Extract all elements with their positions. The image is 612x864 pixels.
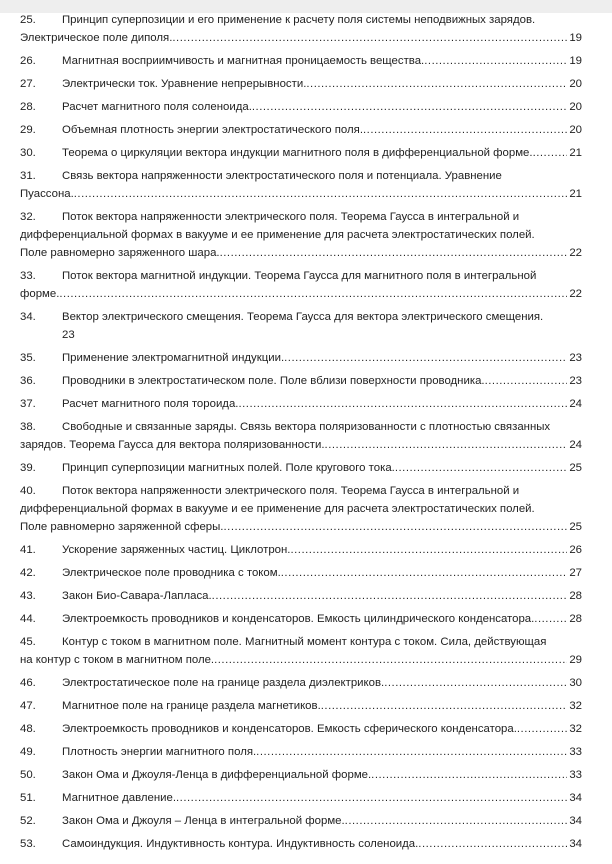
toc-entry-line [20, 308, 582, 326]
toc-entry-page[interactable]: 22 [569, 288, 582, 300]
toc-entry-title: Магнитная восприимчивость и магнитная проницаемость вещества. [62, 55, 425, 67]
toc-entry-line [20, 395, 582, 413]
toc-entry[interactable] [20, 308, 582, 344]
toc-entry-title: Поток вектора магнитной индукции. Теорема Гаусса для магнитного поля в интегральной [62, 270, 537, 282]
toc-entry-number: 26. [20, 55, 36, 67]
toc-entry[interactable] [20, 766, 582, 784]
dot-leader [281, 564, 568, 582]
toc-entry-title: Связь вектора напряженности электростатического поля и потенциала. Уравнение [62, 170, 502, 182]
toc-entry-title: Свободные и связанные заряды. Связь вектора поляризованности с плотностью связанных [62, 421, 551, 433]
toc-entry-page[interactable]: 21 [569, 147, 582, 159]
toc-entry-line [20, 500, 582, 518]
toc-entry-title: Электроемкость проводников и конденсаторов. Емкость цилиндрического конденсатора. [62, 613, 535, 625]
toc-entry-number: 51. [20, 792, 36, 804]
toc-entry-title: Проводники в электростатическом поле. Поле вблизи поверхности проводника. [62, 375, 485, 387]
toc-entry[interactable] [20, 267, 582, 303]
dot-leader [345, 812, 568, 830]
toc-entry[interactable] [20, 743, 582, 761]
toc-entry-line [20, 789, 582, 807]
toc-entry-line [20, 167, 582, 185]
dot-leader [371, 766, 567, 784]
toc-entry-page[interactable]: 25 [569, 521, 582, 533]
toc-entry-number: 47. [20, 700, 36, 712]
toc-entry-line [20, 418, 582, 436]
toc-entry-title: Плотность энергии магнитного поля. [62, 746, 257, 758]
toc-entry[interactable] [20, 121, 582, 139]
toc-entry[interactable] [20, 75, 582, 93]
toc-entry-title: Контур с током в магнитном поле. Магнитный момент контура с током. Сила, действующая [62, 636, 547, 648]
toc-entry-line [20, 208, 582, 226]
toc-entry[interactable] [20, 587, 582, 605]
toc-entry-line [20, 349, 582, 367]
dot-leader [223, 518, 567, 536]
toc-entry-number: 50. [20, 769, 36, 781]
toc-entry-title: Теорема о циркуляции вектора индукции магнитного поля в дифференциальной форме. [62, 147, 533, 159]
toc-entry-title: дифференциальной формах в вакууме и ее применение для расчета электростатических полей. [20, 229, 535, 241]
toc-entry-page[interactable]: 32 [569, 700, 582, 712]
toc-entry[interactable] [20, 418, 582, 454]
toc-entry-line [20, 610, 582, 628]
dot-leader [74, 185, 568, 203]
dot-leader [238, 395, 567, 413]
toc-entry-title: на контур с током в магнитном поле. [20, 654, 215, 666]
toc-entry[interactable] [20, 208, 582, 262]
toc-entry-line [20, 29, 582, 47]
toc-entry-line [20, 812, 582, 830]
toc-entry[interactable] [20, 459, 582, 477]
dot-leader [384, 674, 567, 692]
toc-entry-title: Ускорение заряженных частиц. Циклотрон. [62, 544, 291, 556]
toc-entry-title: Поле равномерно заряженной сферы. [20, 521, 224, 533]
toc-entry-title: форме. [20, 288, 60, 300]
dot-leader [424, 52, 567, 70]
toc-entry[interactable] [20, 482, 582, 536]
toc-entry-title: Электрически ток. Уравнение непрерывности. [62, 78, 307, 90]
toc-entry-page[interactable]: 34 [569, 838, 582, 850]
toc-entry-line [20, 633, 582, 651]
toc-entry[interactable] [20, 674, 582, 692]
toc-entry-line [20, 326, 582, 344]
toc-entry-page[interactable]: 22 [569, 247, 582, 259]
toc-entry-number: 33. [20, 270, 36, 282]
toc-entry[interactable] [20, 812, 582, 830]
toc-entry[interactable] [20, 395, 582, 413]
dot-leader [517, 720, 567, 738]
toc-entry-title: Самоиндукция. Индуктивность контура. Индуктивность соленоида. [62, 838, 419, 850]
toc-entry-number: 29. [20, 124, 36, 136]
toc-entry-number: 34. [20, 311, 36, 323]
toc-entry[interactable] [20, 349, 582, 367]
toc-entry-number: 44. [20, 613, 36, 625]
toc-entry-number: 42. [20, 567, 36, 579]
toc-entry-number: 46. [20, 677, 36, 689]
toc-entry-line [20, 52, 582, 70]
dot-leader [214, 651, 567, 669]
toc-entry-line [20, 267, 582, 285]
toc-entry-line [20, 835, 582, 853]
table-of-contents [20, 11, 582, 858]
toc-entry-title: Поле равномерно заряженного шара. [20, 247, 220, 259]
toc-entry-page[interactable]: 33 [569, 746, 582, 758]
toc-entry-number: 35. [20, 352, 36, 364]
toc-entry-title: Поток вектора напряженности электрического поля. Теорема Гаусса в интегральной и [62, 211, 520, 223]
toc-entry-line [20, 459, 582, 477]
toc-entry-line [20, 697, 582, 715]
toc-entry-line [20, 285, 582, 303]
dot-leader [284, 349, 567, 367]
toc-entry-title: Электростатическое поле на границе раздела диэлектриков. [62, 677, 385, 689]
toc-entry-number: 27. [20, 78, 36, 90]
dot-leader [172, 29, 567, 47]
toc-entry-number: 41. [20, 544, 36, 556]
toc-entry-line [20, 518, 582, 536]
dot-leader [306, 75, 567, 93]
toc-entry-title: Пуассона. [20, 188, 74, 200]
toc-entry-title: Электрическое поле диполя. [20, 32, 173, 44]
toc-entry-page[interactable]: 28 [569, 613, 582, 625]
toc-entry-number: 31. [20, 170, 36, 182]
toc-entry-line [20, 482, 582, 500]
toc-entry-title: Расчет магнитного поля тороида. [62, 398, 239, 410]
toc-entry-page[interactable]: 23 [569, 352, 582, 364]
toc-entry-number: 38. [20, 421, 36, 433]
toc-entry-page[interactable]: 30 [569, 677, 582, 689]
toc-entry-page[interactable]: 19 [569, 55, 582, 67]
toc-entry-number: 39. [20, 462, 36, 474]
toc-entry-page[interactable]: 23 [569, 375, 582, 387]
toc-entry-number: 36. [20, 375, 36, 387]
toc-entry-line [20, 436, 582, 454]
toc-entry-number: 43. [20, 590, 36, 602]
toc-entry-line [20, 121, 582, 139]
toc-entry-page[interactable]: 20 [569, 101, 582, 113]
toc-entry-line [20, 185, 582, 203]
toc-entry-number: 32. [20, 211, 36, 223]
toc-entry-title: Магнитное поле на границе раздела магнетиков. [62, 700, 321, 712]
toc-entry-page[interactable]: 24 [569, 398, 582, 410]
dot-leader [395, 459, 568, 477]
toc-entry-title: зарядов. Теорема Гаусса для вектора поляризованности. [20, 439, 325, 451]
toc-entry-page[interactable]: 21 [569, 188, 582, 200]
toc-entry[interactable] [20, 167, 582, 203]
toc-entry-number: 49. [20, 746, 36, 758]
toc-entry-line [20, 674, 582, 692]
toc-entry-page[interactable]: 27 [569, 567, 582, 579]
dot-leader [256, 743, 567, 761]
toc-entry-title: Магнитное давление. [62, 792, 177, 804]
dot-leader [363, 121, 567, 139]
dot-leader [220, 244, 568, 262]
toc-entry-title: Применение электромагнитной индукции. [62, 352, 285, 364]
toc-entry-number: 48. [20, 723, 36, 735]
toc-entry-number: 25. [20, 14, 36, 26]
toc-entry[interactable] [20, 633, 582, 669]
toc-entry-page[interactable]: 20 [569, 78, 582, 90]
toc-entry-line [20, 372, 582, 390]
dot-leader [252, 98, 567, 116]
toc-entry[interactable] [20, 789, 582, 807]
toc-entry-line [20, 75, 582, 93]
toc-entry-page[interactable]: 34 [569, 815, 582, 827]
toc-entry[interactable] [20, 564, 582, 582]
toc-entry-page[interactable]: 19 [569, 32, 582, 44]
toc-entry[interactable] [20, 144, 582, 162]
toc-entry-line [20, 587, 582, 605]
toc-entry-title: Электроемкость проводников и конденсаторов. Емкость сферического конденсатора. [62, 723, 517, 735]
toc-entry-title: Поток вектора напряженности электрического поля. Теорема Гаусса в интегральной и [62, 485, 520, 497]
toc-entry-title: Электрическое поле проводника с током. [62, 567, 281, 579]
toc-entry-line [20, 244, 582, 262]
toc-entry-line [20, 651, 582, 669]
toc-entry-line [20, 541, 582, 559]
toc-entry-page[interactable]: 33 [569, 769, 582, 781]
toc-entry-line [20, 766, 582, 784]
toc-entry-line [20, 144, 582, 162]
toc-entry-number: 53. [20, 838, 36, 850]
toc-entry-number: 45. [20, 636, 36, 648]
toc-entry-title: Объемная плотность энергии электростатического поля. [62, 124, 363, 136]
toc-entry-page[interactable]: 25 [569, 462, 582, 474]
dot-leader [290, 541, 567, 559]
toc-entry-page[interactable]: 20 [569, 124, 582, 136]
dot-leader [325, 436, 568, 454]
toc-entry-page[interactable]: 32 [569, 723, 582, 735]
toc-entry[interactable] [20, 835, 582, 853]
toc-entry-line [20, 226, 582, 244]
toc-entry[interactable] [20, 697, 582, 715]
toc-entry[interactable] [20, 98, 582, 116]
toc-entry-title: Вектор электрического смещения. Теорема Гаусса для вектора электрического смещения. [62, 311, 544, 323]
toc-entry-title: Закон Ома и Джоуля-Ленца в дифференциальной форме. [62, 769, 372, 781]
toc-entry-line [20, 98, 582, 116]
toc-entry[interactable] [20, 610, 582, 628]
toc-entry-line [20, 743, 582, 761]
toc-entry-line [20, 11, 582, 29]
dot-leader [485, 372, 568, 390]
toc-entry-number: 30. [20, 147, 36, 159]
toc-entry-line [20, 720, 582, 738]
toc-entry-title: Расчет магнитного поля соленоида. [62, 101, 252, 113]
toc-entry-number: 52. [20, 815, 36, 827]
toc-entry[interactable] [20, 372, 582, 390]
toc-entry[interactable] [20, 52, 582, 70]
toc-entry-title: Принцип суперпозиции и его применение к расчету поля системы неподвижных зарядов. [62, 14, 536, 26]
toc-entry[interactable] [20, 720, 582, 738]
toc-entry-page[interactable]: 29 [569, 654, 582, 666]
toc-entry-page[interactable]: 24 [569, 439, 582, 451]
dot-leader [176, 789, 567, 807]
toc-entry-title: Закон Био-Савара-Лапласа. [62, 590, 212, 602]
dot-leader [321, 697, 568, 715]
toc-entry-title: дифференциальной формах в вакууме и ее применение для расчета электростатических полей. [20, 503, 535, 515]
toc-entry[interactable] [20, 541, 582, 559]
toc-entry[interactable] [20, 11, 582, 47]
toc-entry-page[interactable]: 26 [569, 544, 582, 556]
toc-entry-page[interactable]: 34 [569, 792, 582, 804]
dot-leader [534, 610, 567, 628]
toc-entry-page[interactable]: 28 [569, 590, 582, 602]
toc-entry-title: Закон Ома и Джоуля – Ленца в интегральной форме. [62, 815, 345, 827]
toc-entry-line [20, 564, 582, 582]
dot-leader [533, 144, 568, 162]
dot-leader [212, 587, 568, 605]
dot-leader [59, 285, 567, 303]
dot-leader [418, 835, 567, 853]
toc-entry-page[interactable]: 23 [62, 329, 75, 341]
toc-entry-number: 40. [20, 485, 36, 497]
toc-entry-number: 28. [20, 101, 36, 113]
toc-entry-title: Принцип суперпозиции магнитных полей. Поле кругового тока. [62, 462, 395, 474]
toc-entry-number: 37. [20, 398, 36, 410]
